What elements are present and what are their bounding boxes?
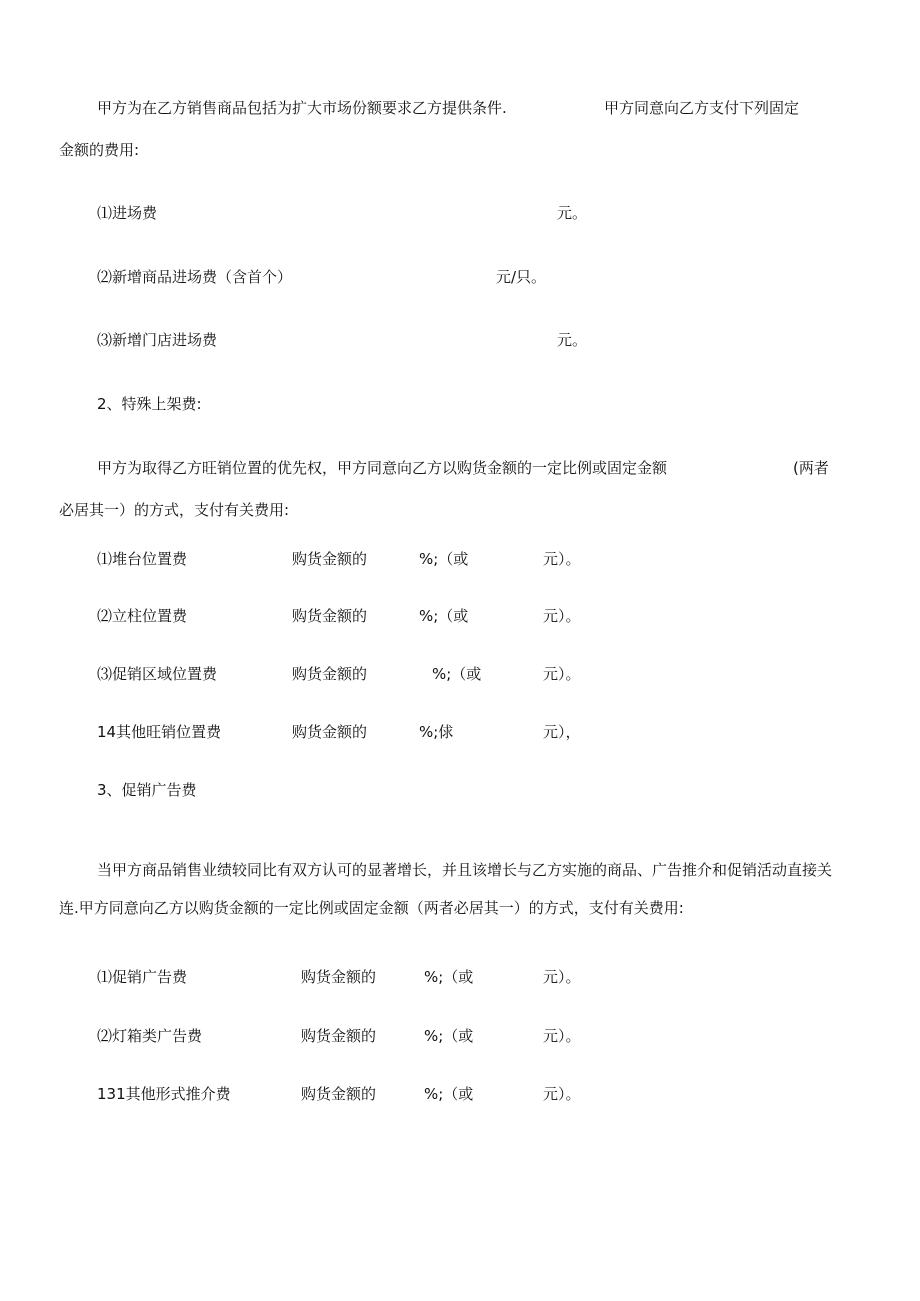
section1-intro-part1: 甲方为在乙方销售商品包括为扩大市场份额要求乙方提供条件. — [97, 99, 507, 117]
section2-heading: 2、特殊上架费: — [97, 395, 202, 413]
position-fee-basis: 购货金额的 — [292, 607, 368, 625]
position-fee-label: 14其他旺销位置费 — [97, 723, 222, 741]
fee-item-unit: 元/只。 — [496, 268, 547, 286]
promo-fee-basis: 购货金额的 — [301, 968, 377, 986]
fee-item-label: ⑴进场费 — [97, 204, 158, 222]
section3-heading: 3、促销广告费 — [97, 781, 197, 799]
position-fee-basis: 购货金额的 — [292, 665, 368, 683]
position-fee-unit: 元）。 — [543, 607, 581, 625]
fee-item-unit: 元。 — [557, 204, 588, 222]
section2-intro-part1: 甲方为取得乙方旺销位置的优先权，甲方同意向乙方以购货金额的一定比例或固定金额 — [97, 459, 668, 477]
position-fee-label: ⑴堆台位置费 — [97, 550, 188, 568]
promo-fee-basis: 购货金额的 — [301, 1027, 377, 1045]
promo-fee-unit: 元）。 — [543, 1085, 581, 1103]
position-fee-basis: 购货金额的 — [292, 550, 368, 568]
section3-intro-line1: 当甲方商品销售业绩较同比有双方认可的显著增长，并且该增长与乙方实施的商品、广告推介和促销活动直接关 — [97, 861, 833, 879]
fee-item-label: ⑵新增商品进场费（含首个） — [97, 268, 293, 286]
position-fee-percent: %;（或 — [419, 607, 469, 625]
position-fee-unit: 元）， — [543, 723, 581, 741]
promo-fee-unit: 元）。 — [543, 1027, 581, 1045]
position-fee-basis: 购货金额的 — [292, 723, 368, 741]
promo-fee-label: 131其他形式推介费 — [97, 1085, 231, 1103]
promo-fee-percent: %;（或 — [424, 1027, 474, 1045]
promo-fee-percent: %;（或 — [424, 1085, 474, 1103]
position-fee-unit: 元）。 — [543, 550, 581, 568]
promo-fee-unit: 元）。 — [543, 968, 581, 986]
section2-intro-part3: 必居其一）的方式，支付有关费用: — [59, 501, 290, 519]
position-fee-label: ⑶促销区域位置费 — [97, 665, 218, 683]
section2-intro-part2: (两者 — [793, 459, 829, 477]
position-fee-label: ⑵立柱位置费 — [97, 607, 188, 625]
position-fee-percent: %;俅 — [419, 723, 454, 741]
fee-item-unit: 元。 — [557, 331, 588, 349]
promo-fee-label: ⑵灯箱类广告费 — [97, 1027, 203, 1045]
section1-intro-part3: 金额的费用: — [59, 141, 140, 159]
fee-item-label: ⑶新增门店进场费 — [97, 331, 218, 349]
promo-fee-label: ⑴促销广告费 — [97, 968, 188, 986]
position-fee-percent: %;（或 — [432, 665, 482, 683]
position-fee-percent: %;（或 — [419, 550, 469, 568]
position-fee-unit: 元）。 — [543, 665, 581, 683]
promo-fee-basis: 购货金额的 — [301, 1085, 377, 1103]
section1-intro-part2: 甲方同意向乙方支付下列固定 — [604, 99, 800, 117]
section3-intro-line2: 连.甲方同意向乙方以购货金额的一定比例或固定金额（两者必居其一）的方式，支付有关费用: — [59, 899, 684, 917]
promo-fee-percent: %;（或 — [424, 968, 474, 986]
